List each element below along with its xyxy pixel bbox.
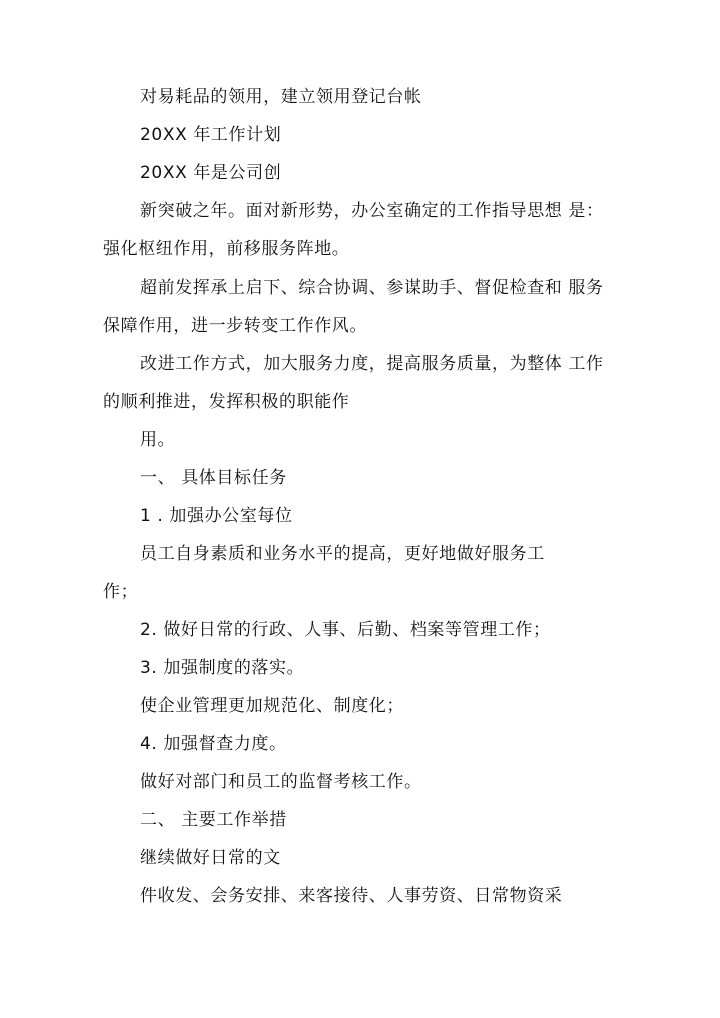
paragraph-line: 对易耗品的领用，建立领用登记台帐 — [140, 87, 422, 107]
paragraph-line: 超前发挥承上启下、综合协调、参谋助手、督促检查和 服务 — [140, 278, 604, 298]
paragraph-line: 保障作用，进一步转变工作作风。 — [103, 316, 367, 336]
list-item: 3. 加强制度的落实。 — [140, 658, 305, 678]
section-heading: 二、 主要工作举措 — [140, 810, 287, 830]
paragraph-line: 作； — [103, 582, 139, 602]
paragraph-line: 20XX 年工作计划 — [140, 125, 282, 145]
paragraph-line: 20XX 年是公司创 — [140, 163, 282, 183]
paragraph-line: 继续做好日常的文 — [140, 848, 281, 868]
section-heading: 一、 具体目标任务 — [140, 468, 287, 488]
paragraph-line: 改进工作方式，加大服务力度，提高服务质量，为整体 工作 — [140, 354, 604, 374]
list-item: 2. 做好日常的行政、人事、后勤、档案等管理工作； — [140, 620, 551, 640]
paragraph-line: 做好对部门和员工的监督考核工作。 — [140, 772, 422, 792]
paragraph-line: 的顺利推进，发挥积极的职能作 — [103, 392, 350, 412]
list-item: 1 . 加强办公室每位 — [140, 506, 293, 526]
list-item: 4. 加强督查力度。 — [140, 734, 287, 754]
paragraph-line: 强化枢纽作用，前移服务阵地。 — [103, 239, 350, 259]
paragraph-line: 新突破之年。面对新形势，办公室确定的工作指导思想 是： — [140, 201, 604, 221]
paragraph-line: 件收发、会务安排、来客接待、人事劳资、日常物资采 — [140, 886, 563, 906]
paragraph-line: 用。 — [140, 430, 176, 450]
paragraph-line: 使企业管理更加规范化、制度化； — [140, 696, 404, 716]
paragraph-line: 员工自身素质和业务水平的提高，更好地做好服务工 — [140, 544, 545, 564]
